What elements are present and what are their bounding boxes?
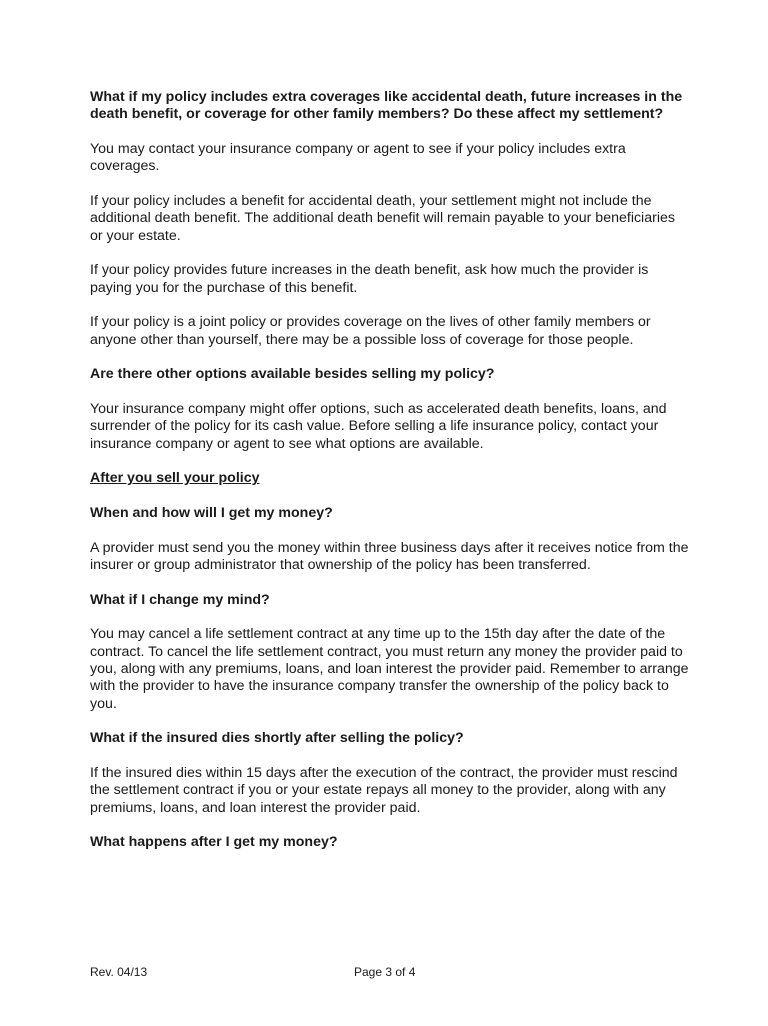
question-heading: What if my policy includes extra coverages like accidental death, future increases in the death benefit, or coverage for other family members? Do these affect my settlement?: [90, 89, 683, 123]
paragraph: You may cancel a life settlement contract at any time up to the 15th day after the date of the contract. To cancel the life settlement contract, you must return any money the provider paid to you, along with any premiums, loans, and loan interest the provider paid. Remember to arrange with the provider to have the insurance company transfer the ownership of the policy back to you.: [90, 626, 689, 712]
paragraph: Your insurance company might offer options, such as accelerated death benefits, loans, and surrender of the policy for its cash value. Before selling a life insurance policy, contact your insurance company or agent to see what options are available.: [90, 401, 667, 452]
question-heading: What if the insured dies shortly after selling the policy?: [90, 730, 464, 747]
paragraph: If your policy is a joint policy or provides coverage on the lives of other family members or anyone other than yourself, there may be a possible loss of coverage for those people.: [90, 314, 651, 348]
paragraph: If your policy provides future increases in the death benefit, ask how much the provider is paying you for the purchase of this benefit.: [90, 262, 649, 296]
paragraph: A provider must send you the money within three business days after it receives notice from the insurer or group administrator that ownership of the policy has been transferred.: [90, 539, 689, 573]
section-heading: After you sell your policy: [90, 470, 260, 487]
question-heading: Are there other options available besides selling my policy?: [90, 366, 495, 383]
paragraph: You may contact your insurance company or agent to see if your policy includes extra coverages.: [90, 141, 626, 175]
paragraph: If the insured dies within 15 days after the execution of the contract, the provider must rescind the settlement contract if you or your estate repays all money to the provider, along with any premiums, loans, and loan interest the provider paid.: [90, 765, 678, 816]
paragraph: If your policy includes a benefit for accidental death, your settlement might not include the additional death benefit. The additional death benefit will remain payable to your beneficiaries or your estate.: [90, 193, 675, 244]
question-heading: What happens after I get my money?: [90, 834, 338, 851]
question-heading: What if I change my mind?: [90, 591, 270, 608]
footer-revision: Rev. 04/13: [90, 965, 148, 979]
document-body: [90, 89, 690, 869]
question-heading: When and how will I get my money?: [90, 505, 333, 521]
footer-page-number: Page 3 of 4: [354, 965, 416, 979]
